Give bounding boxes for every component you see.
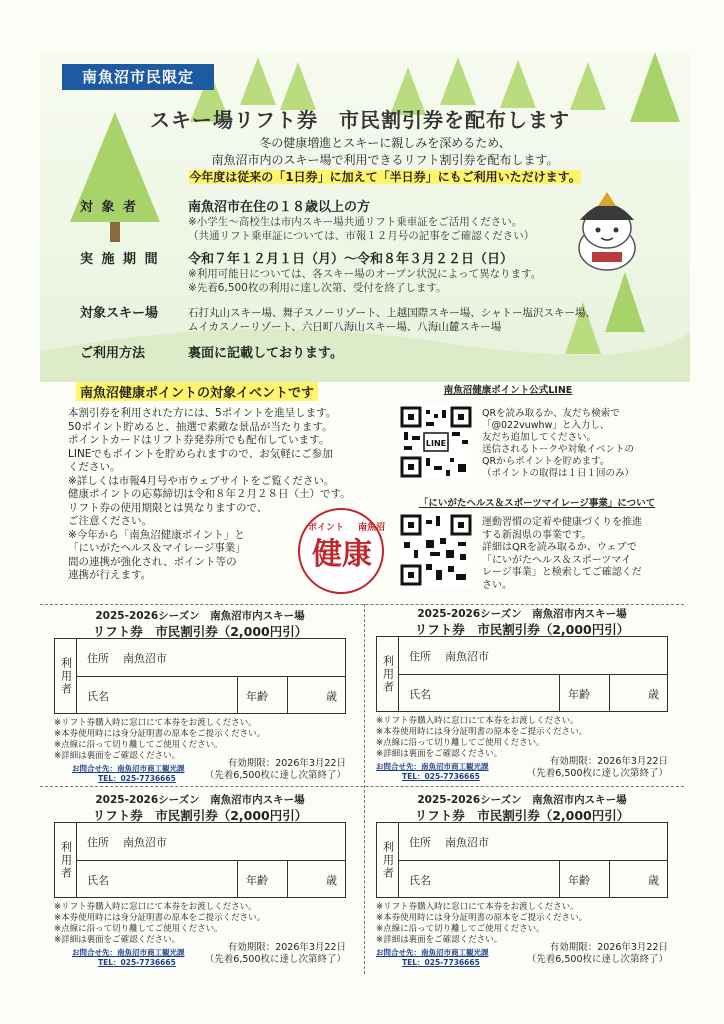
address-label: 住所 [87, 651, 109, 665]
coupon-title: リフト券 市民割引券（2,000円引） [92, 624, 308, 639]
points-line: LINEでもポイントを貯められますので、お気軽にご参加 [68, 447, 333, 460]
line-qr-code[interactable] [400, 406, 472, 482]
health-line: 詳細はQRを読み取るか、ウェブで [482, 542, 637, 553]
intro-highlight: 今年度は従来の「1日券」に加えて「半日券」にもご利用いただけます。 [189, 170, 581, 184]
coupon-validity [180, 942, 346, 966]
line-instruction: 友だち追加してください。 [482, 432, 597, 443]
resorts-label: 対象スキー場 [80, 306, 159, 321]
coupon-title: リフト券 市民割引券（2,000円引） [92, 808, 308, 823]
coupon-season: 2025-2026シーズン 南魚沼市内スキー場 [417, 794, 627, 806]
address-row [399, 823, 667, 861]
points-line: 50ポイント貯めると、抽選で素敵な景品が当たります。 [68, 420, 333, 433]
points-line: ポイントカードはリフト券発券所でも配布しています。 [68, 434, 330, 446]
age-label: 年齢 [237, 861, 268, 898]
contact-line: お問合せ先：南魚沼市商工観光課 [72, 948, 185, 957]
coupon-note: ※リフト券購入時に窓口にて本券をお渡しください。 [376, 716, 579, 726]
coupon-note: ※詳細は裏面をご確認ください。 [54, 935, 181, 945]
period-main: 令和７年１２月１日（月）～令和８年３月２２日（日） [188, 252, 514, 267]
contact-line: お問合せ先：南魚沼市商工観光課 [376, 948, 489, 957]
coupon-season: 2025-2026シーズン 南魚沼市内スキー場 [95, 794, 305, 806]
health-line: さい。 [482, 579, 512, 591]
coupon-note: ※本券使用時には身分証明書の原本をご提示ください。 [376, 727, 588, 737]
coupon-note: ※詳細は裏面をご確認ください。 [376, 749, 503, 759]
points-line: 間の連携が強化され、ポイント等の [68, 555, 237, 568]
validity-line: 有効期限：2026年3月22日 [549, 756, 668, 767]
coupon-user-label: 利用者 [55, 639, 77, 713]
coupon-contact [72, 948, 185, 968]
coupon-note: ※本券使用時には身分証明書の原本をご提示ください。 [376, 913, 588, 923]
name-row [399, 675, 667, 712]
line-instructions [482, 408, 682, 480]
intro-line: 南魚沼市内のスキー場で利用できるリフト割引券を配布します。 [211, 153, 559, 167]
coupon-note: ※点線に沿って切り離してご使用ください。 [376, 738, 545, 748]
period-note: ※利用可能日については、各スキー場のオープン状況によって異なります。 [188, 268, 542, 280]
contact-line: TEL：025-7736665 [98, 774, 176, 783]
health-qr-code[interactable] [400, 514, 472, 590]
coupon-title: リフト券 市民割引券（2,000円引） [414, 622, 630, 637]
resorts-line: 石打丸山スキー場、舞子スノーリゾート、上越国際スキー場、シャトー塩沢スキー場、 [188, 307, 597, 319]
points-line: リフト券の使用期限とは異なりますので、 [68, 501, 268, 514]
page-title: スキー場リフト券 市民割引券を配布します [150, 108, 570, 132]
points-line: ※今年から「南魚沼健康ポイント」と [68, 528, 245, 541]
mascot-illustration [568, 192, 646, 276]
contact-line: お問合せ先：南魚沼市商工観光課 [376, 762, 489, 771]
name-label: 氏名 [87, 873, 109, 887]
coupon-user-label: 利用者 [377, 637, 399, 711]
validity-line: （先着6,500枚に達し次第終了） [526, 768, 668, 779]
coupon [50, 790, 350, 970]
line-instruction: QRからポイントを貯めます。 [482, 456, 610, 467]
resorts-line: ムイカスノーリゾート、六日町八海山スキー場、八海山麓スキー場 [188, 321, 502, 333]
points-line: ※詳しくは市報4月号や市ウェブサイトをご覧ください。 [68, 474, 335, 487]
points-line: 「にいがたヘルス＆マイレージ事業」 [68, 542, 246, 554]
coupon-note: ※リフト券購入時に窓口にて本券をお渡しください。 [376, 902, 579, 912]
line-section [398, 382, 668, 396]
stamp-main-text: 健康 [312, 537, 372, 572]
health-line: する新潟県の事業です。 [482, 529, 592, 541]
coupon-form [376, 636, 668, 712]
validity-line: 有効期限：2026年3月22日 [227, 942, 346, 953]
coupon-note: ※詳細は裏面をご確認ください。 [54, 751, 181, 761]
address-value[interactable]: 南魚沼市 [445, 649, 489, 663]
address-row [77, 823, 345, 861]
coupon-user-label: 利用者 [377, 823, 399, 897]
address-value[interactable]: 南魚沼市 [123, 651, 167, 665]
line-instruction: （ポイントの取得は１日１回のみ） [482, 468, 635, 479]
age-label: 年齢 [559, 675, 590, 712]
points-line: 本割引券を利用された方には、5ポイントを進呈します。 [68, 407, 337, 419]
age-label: 年齢 [559, 861, 590, 898]
intro-text [150, 135, 620, 186]
line-instruction: 送信されるトークや対象イベントの [482, 444, 635, 455]
stamp-small-text: 南魚沼 [358, 523, 386, 533]
target-main: 南魚沼市在住の１８歳以上の方 [188, 200, 371, 215]
period-note: ※先着6,500枚の利用に達し次第、受付を終了します。 [188, 282, 447, 294]
coupon-validity [502, 756, 668, 780]
points-line: 連携が行えます。 [68, 569, 152, 581]
name-label: 氏名 [409, 687, 431, 701]
name-label: 氏名 [87, 689, 109, 703]
line-instruction: QRを読み取るか、友だち検索で [482, 408, 620, 419]
coupon [372, 604, 672, 784]
coupon-form [54, 638, 346, 714]
validity-line: 有効期限：2026年3月22日 [227, 758, 346, 769]
address-label: 住所 [87, 835, 109, 849]
points-line: ご注意ください。 [68, 515, 152, 527]
qr-line-label: LINE [425, 439, 447, 448]
coupon-note: ※点線に沿って切り離してご使用ください。 [54, 740, 223, 750]
contact-line: TEL：025-7736665 [402, 772, 480, 781]
coupon-season: 2025-2026シーズン 南魚沼市内スキー場 [95, 610, 305, 622]
coupon-validity [502, 942, 668, 966]
coupon-note: ※本券使用時には身分証明書の原本をご提示ください。 [54, 913, 266, 923]
cut-line [364, 604, 365, 974]
cut-line [40, 786, 684, 787]
coupon-season: 2025-2026シーズン 南魚沼市内スキー場 [417, 608, 627, 620]
tree-icon [630, 52, 680, 132]
coupon-title: リフト券 市民割引券（2,000円引） [414, 808, 630, 823]
contact-line: TEL：025-7736665 [402, 958, 480, 967]
coupon-form [54, 822, 346, 898]
address-row [399, 637, 667, 675]
coupon-contact [376, 948, 489, 968]
coupon-user-label: 利用者 [55, 823, 77, 897]
coupon-note: ※本券使用時には身分証明書の原本をご提示ください。 [54, 729, 266, 739]
health-line: 運動習慣の定着や健康づくりを推進 [482, 517, 642, 528]
age-unit[interactable]: 歳 [287, 677, 345, 714]
period-label: 実 施 期 間 [80, 252, 160, 267]
coupon-notes [376, 716, 587, 760]
health-point-stamp [296, 506, 386, 600]
points-line: ください。 [68, 461, 121, 473]
coupon-notes [376, 902, 587, 946]
name-row [77, 861, 345, 898]
name-label: 氏名 [409, 873, 431, 887]
address-label: 住所 [409, 835, 431, 849]
address-value[interactable]: 南魚沼市 [123, 835, 167, 849]
usage-main: 裏面に記載しております。 [188, 346, 343, 361]
stamp-side-text: ポイント [308, 523, 345, 533]
coupon-note: ※点線に沿って切り離してご使用ください。 [54, 924, 223, 934]
health-line: 「にいがたヘルス＆スポーツマイ [482, 554, 632, 566]
coupon-validity [180, 758, 346, 782]
coupon [372, 790, 672, 970]
target-note: ※小学生～高校生は市内スキー場共通リフト乗車証をご活用ください。 [188, 216, 523, 228]
validity-line: （先着6,500枚に達し次第終了） [204, 770, 346, 781]
coupon-note: ※リフト券購入時に窓口にて本券をお渡しください。 [54, 718, 257, 728]
health-mileage-text [482, 517, 682, 592]
coupon-note: ※詳細は裏面をご確認ください。 [376, 935, 503, 945]
age-unit[interactable]: 歳 [287, 861, 345, 898]
validity-line: （先着6,500枚に達し次第終了） [526, 954, 668, 965]
health-line: レージ事業」と検索してご確認くだ [482, 567, 642, 578]
coupon-contact [376, 762, 489, 782]
usage-label: ご利用方法 [80, 346, 146, 361]
target-note: （共通リフト乗車証については、市報１２月号の記事をご確認ください） [188, 230, 535, 242]
coupon-notes [54, 718, 265, 762]
validity-line: （先着6,500枚に達し次第終了） [204, 954, 346, 965]
line-heading: 南魚沼健康ポイント公式LINE [443, 385, 573, 396]
address-label: 住所 [409, 649, 431, 663]
tree-icon [70, 112, 160, 242]
name-row [77, 677, 345, 714]
coupon-note: ※リフト券購入時に窓口にて本券をお渡しください。 [54, 902, 257, 912]
address-value[interactable]: 南魚沼市 [445, 835, 489, 849]
age-unit[interactable]: 歳 [609, 675, 667, 712]
age-label: 年齢 [237, 677, 268, 714]
coupon-note: ※点線に沿って切り離してご使用ください。 [376, 924, 545, 934]
points-line: 健康ポイントの応募締切は令和８年２月２８日（土）です。 [68, 488, 351, 500]
validity-line: 有効期限：2026年3月22日 [549, 942, 668, 953]
contact-line: お問合せ先：南魚沼市商工観光課 [72, 764, 185, 773]
points-heading: 南魚沼健康ポイントの対象イベントです [76, 382, 318, 401]
coupon [50, 606, 350, 786]
age-unit[interactable]: 歳 [609, 861, 667, 898]
coupon-contact [72, 764, 185, 784]
coupon-form [376, 822, 668, 898]
address-row [77, 639, 345, 677]
target-label: 対 象 者 [80, 200, 139, 215]
name-row [399, 861, 667, 898]
coupon-notes [54, 902, 265, 946]
line-instruction: 「@022vuwhw」と入力し、 [482, 420, 610, 431]
health-mileage-heading: 「にいがたヘルス＆スポーツマイレージ事業」について [418, 498, 656, 509]
region-badge: 南魚沼市民限定 [62, 64, 214, 90]
contact-line: TEL：025-7736665 [98, 958, 176, 967]
intro-line: 冬の健康増進とスキーに親しみを深めるため、 [259, 136, 511, 150]
